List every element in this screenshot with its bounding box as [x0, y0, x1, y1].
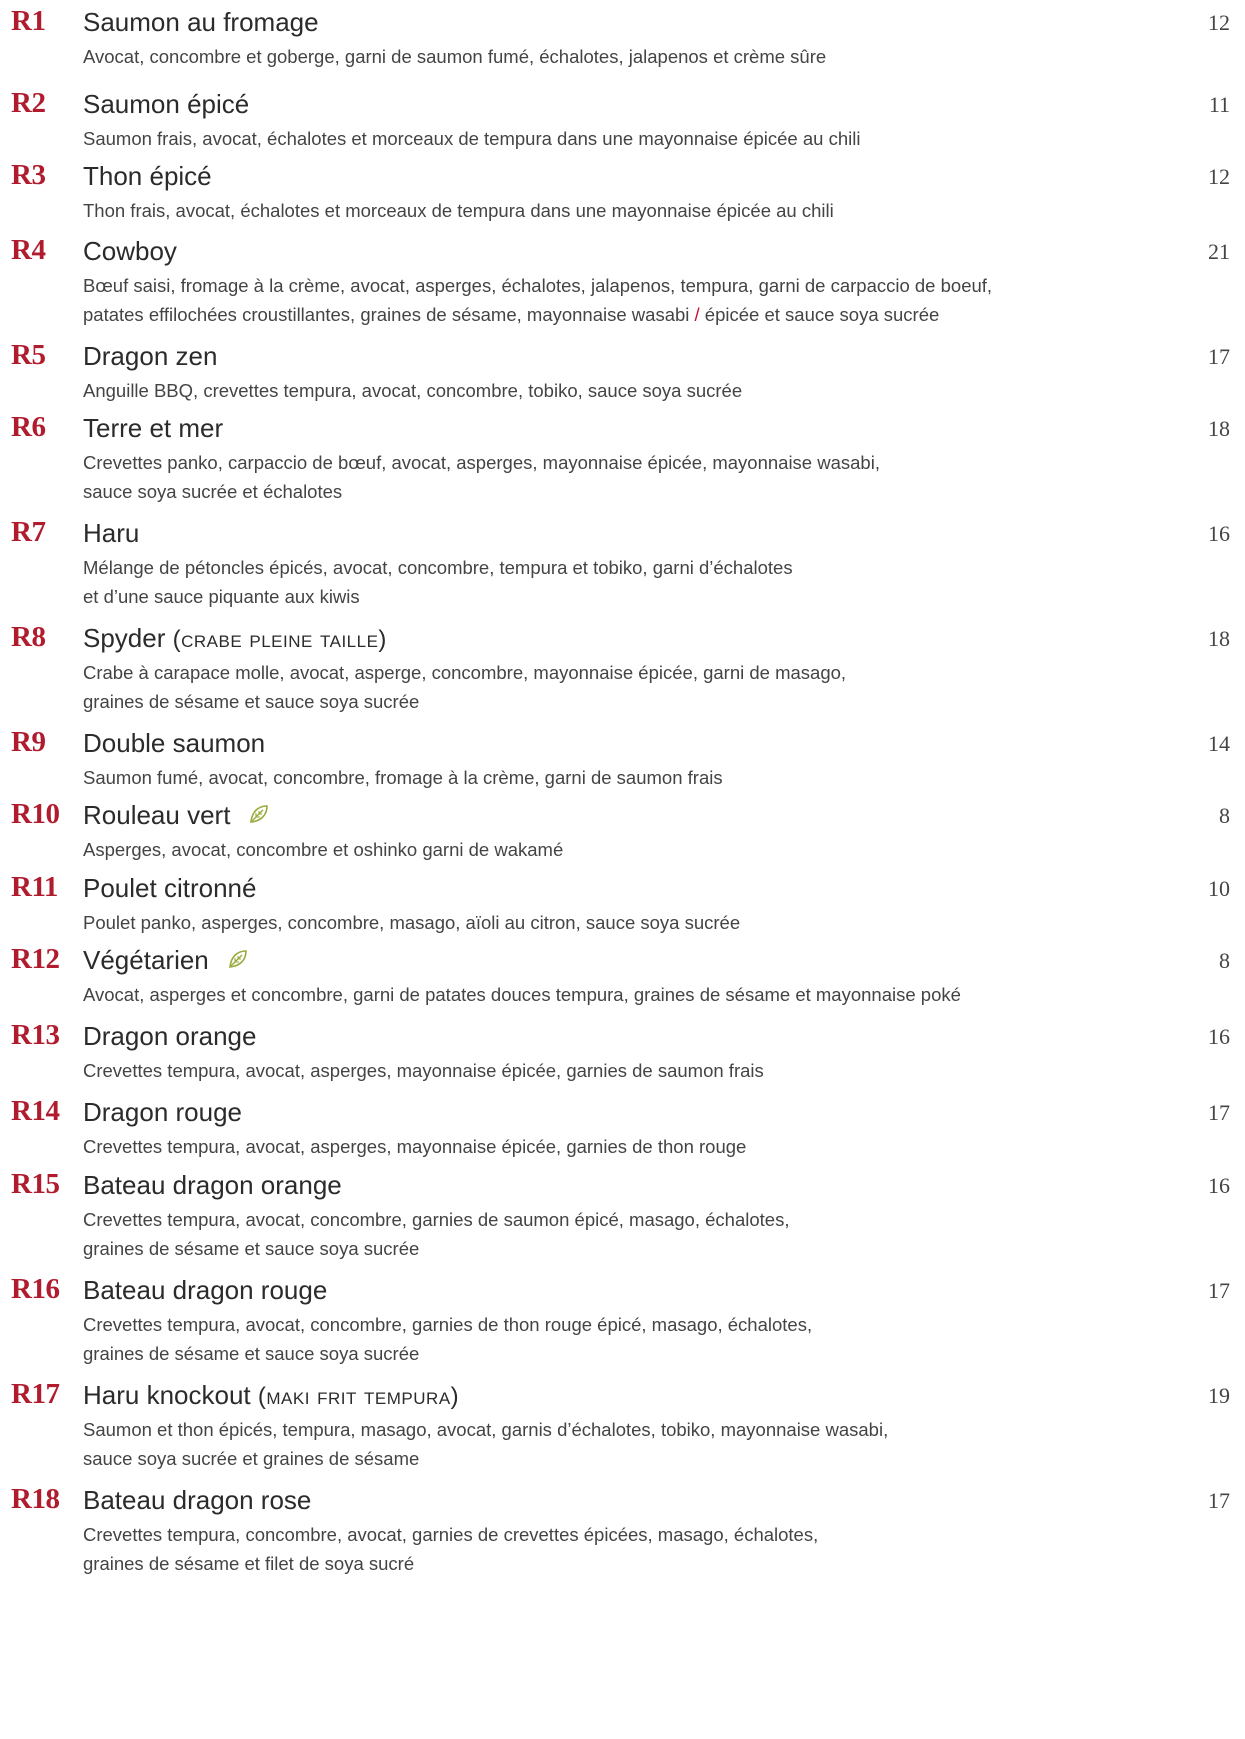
item-name: Terre et mer [83, 413, 224, 443]
item-description-line: sauce soya sucrée et échalotes [83, 481, 343, 502]
item-description-line: Saumon et thon épicés, tempura, masago, avocat, garnis d’échalotes, tobiko, mayonnaise wasabi, [83, 1419, 889, 1440]
item-title [83, 340, 217, 372]
item-code: R3 [11, 159, 46, 191]
item-name: Rouleau vert [83, 800, 231, 830]
item-code: R16 [11, 1273, 60, 1305]
item-code: R12 [11, 943, 60, 975]
item-title [83, 1484, 311, 1516]
item-description-line: graines de sésame et sauce soya sucrée [83, 1343, 420, 1364]
item-description-line: Crevettes tempura, avocat, concombre, garnies de saumon épicé, masago, échalotes, [83, 1209, 790, 1230]
item-price: 17 [1208, 1488, 1230, 1513]
item-name: Poulet citronné [83, 873, 257, 903]
item-title [83, 944, 249, 976]
item-description-line: graines de sésame et sauce soya sucrée [83, 691, 420, 712]
separator-slash: / [694, 304, 700, 325]
item-description [83, 763, 1223, 792]
item-description-line: Crevettes panko, carpaccio de bœuf, avocat, asperges, mayonnaise épicée, mayonnaise wasabi, [83, 452, 880, 473]
item-code: R2 [11, 87, 46, 119]
item-price: 16 [1208, 1024, 1230, 1049]
item-description-line: graines de sésame et sauce soya sucrée [83, 1238, 420, 1259]
item-description-line: Avocat, asperges et concombre, garni de patates douces tempura, graines de sésame et mayonnaise poké [83, 984, 961, 1005]
item-title [83, 412, 223, 444]
item-name: Saumon épicé [83, 89, 250, 119]
item-price: 10 [1208, 876, 1230, 901]
item-code: R7 [11, 516, 46, 548]
item-description-line: graines de sésame et filet de soya sucré [83, 1553, 415, 1574]
item-code: R10 [11, 798, 60, 830]
item-price: 17 [1208, 1278, 1230, 1303]
item-name: Cowboy [83, 236, 177, 266]
item-title [83, 1096, 242, 1128]
item-name: Dragon orange [83, 1021, 257, 1051]
item-code: R4 [11, 234, 46, 266]
item-description-line: patates effilochées croustillantes, graines de sésame, mayonnaise wasabi / épicée et sauce soya sucrée [83, 304, 940, 325]
item-price: 11 [1208, 92, 1230, 117]
item-code: R11 [11, 871, 58, 903]
item-price: 12 [1208, 10, 1230, 35]
item-description [83, 271, 1223, 329]
item-description-line: Bœuf saisi, fromage à la crème, avocat, asperges, échalotes, jalapenos, tempura, garni de carpaccio de boeuf, [83, 275, 993, 296]
item-title [83, 517, 139, 549]
item-name: Bateau dragon rouge [83, 1275, 328, 1305]
item-code: R6 [11, 411, 46, 443]
item-description-line: Avocat, concombre et goberge, garni de saumon fumé, échalotes, jalapenos et crème sûre [83, 46, 827, 67]
item-price: 8 [1219, 948, 1230, 973]
item-code: R17 [11, 1378, 60, 1410]
item-name: Haru [83, 518, 140, 548]
item-description-line: Crevettes tempura, concombre, avocat, garnies de crevettes épicées, masago, échalotes, [83, 1524, 819, 1545]
item-price: 8 [1219, 803, 1230, 828]
item-description [83, 1205, 1223, 1263]
item-description-line: Crabe à carapace molle, avocat, asperge, concombre, mayonnaise épicée, garni de masago, [83, 662, 847, 683]
item-description [83, 1415, 1223, 1473]
item-description [83, 658, 1223, 716]
item-name: Dragon rouge [83, 1097, 242, 1127]
item-name: Bateau dragon rose [83, 1485, 312, 1515]
item-price: 14 [1208, 731, 1230, 756]
item-title [83, 1274, 327, 1306]
item-note: (maki frit tempura) [257, 1383, 460, 1410]
item-title [83, 622, 387, 656]
item-price: 21 [1208, 239, 1230, 264]
item-price: 18 [1208, 416, 1230, 441]
leaf-icon [248, 800, 270, 822]
item-price: 16 [1208, 1173, 1230, 1198]
item-description-line: Saumon frais, avocat, échalotes et morceaux de tempura dans une mayonnaise épicée au chili [83, 128, 861, 149]
item-code: R9 [11, 726, 46, 758]
item-description [83, 42, 1223, 71]
item-code: R1 [11, 5, 46, 37]
item-name: Végétarien [83, 945, 209, 975]
item-title [83, 235, 177, 267]
item-description-line: Saumon fumé, avocat, concombre, fromage à la crème, garni de saumon frais [83, 767, 723, 788]
item-price: 18 [1208, 626, 1230, 651]
item-price: 17 [1208, 1100, 1230, 1125]
item-name: Bateau dragon orange [83, 1170, 342, 1200]
item-title [83, 799, 270, 831]
item-code: R5 [11, 339, 46, 371]
item-description [83, 1056, 1223, 1085]
item-name: Dragon zen [83, 341, 218, 371]
item-description [83, 124, 1223, 153]
item-code: R14 [11, 1095, 60, 1127]
item-description-line: Poulet panko, asperges, concombre, masago, aïoli au citron, sauce soya sucrée [83, 912, 741, 933]
item-title [83, 1379, 459, 1413]
leaf-icon [227, 945, 249, 967]
item-code: R8 [11, 621, 46, 653]
item-description [83, 553, 1223, 611]
item-description [83, 376, 1223, 405]
item-code: R18 [11, 1483, 60, 1515]
item-description [83, 196, 1223, 225]
item-description [83, 835, 1223, 864]
item-description-line: Crevettes tempura, avocat, asperges, mayonnaise épicée, garnies de saumon frais [83, 1060, 764, 1081]
item-name: Haru knockout [83, 1380, 251, 1410]
item-description-line: Mélange de pétoncles épicés, avocat, concombre, tempura et tobiko, garni d’échalotes [83, 557, 793, 578]
item-note: (crabe pleine taille) [172, 626, 387, 653]
item-description-line: et d’une sauce piquante aux kiwis [83, 586, 360, 607]
item-description [83, 1520, 1223, 1578]
item-name: Spyder [83, 623, 166, 653]
item-description-line: Anguille BBQ, crevettes tempura, avocat, concombre, tobiko, sauce soya sucrée [83, 380, 743, 401]
item-name: Saumon au fromage [83, 7, 319, 37]
item-title [83, 727, 265, 759]
item-title [83, 1169, 342, 1201]
item-description [83, 908, 1223, 937]
item-description-line: Asperges, avocat, concombre et oshinko garni de wakamé [83, 839, 564, 860]
item-price: 19 [1208, 1383, 1230, 1408]
item-description [83, 1310, 1223, 1368]
item-name: Double saumon [83, 728, 266, 758]
item-description [83, 1132, 1223, 1161]
item-name: Thon épicé [83, 161, 212, 191]
item-price: 12 [1208, 164, 1230, 189]
item-title [83, 88, 249, 120]
item-price: 16 [1208, 521, 1230, 546]
item-title [83, 6, 319, 38]
item-description-line: Thon frais, avocat, échalotes et morceaux de tempura dans une mayonnaise épicée au chili [83, 200, 834, 221]
item-description-line: sauce soya sucrée et graines de sésame [83, 1448, 420, 1469]
item-description-line: Crevettes tempura, avocat, concombre, garnies de thon rouge épicé, masago, échalotes, [83, 1314, 813, 1335]
item-price: 17 [1208, 344, 1230, 369]
item-description [83, 980, 1223, 1009]
item-code: R15 [11, 1168, 60, 1200]
item-title [83, 1020, 256, 1052]
item-title [83, 160, 212, 192]
item-description-line: Crevettes tempura, avocat, asperges, mayonnaise épicée, garnies de thon rouge [83, 1136, 747, 1157]
item-description [83, 448, 1223, 506]
item-code: R13 [11, 1019, 60, 1051]
item-title [83, 872, 256, 904]
